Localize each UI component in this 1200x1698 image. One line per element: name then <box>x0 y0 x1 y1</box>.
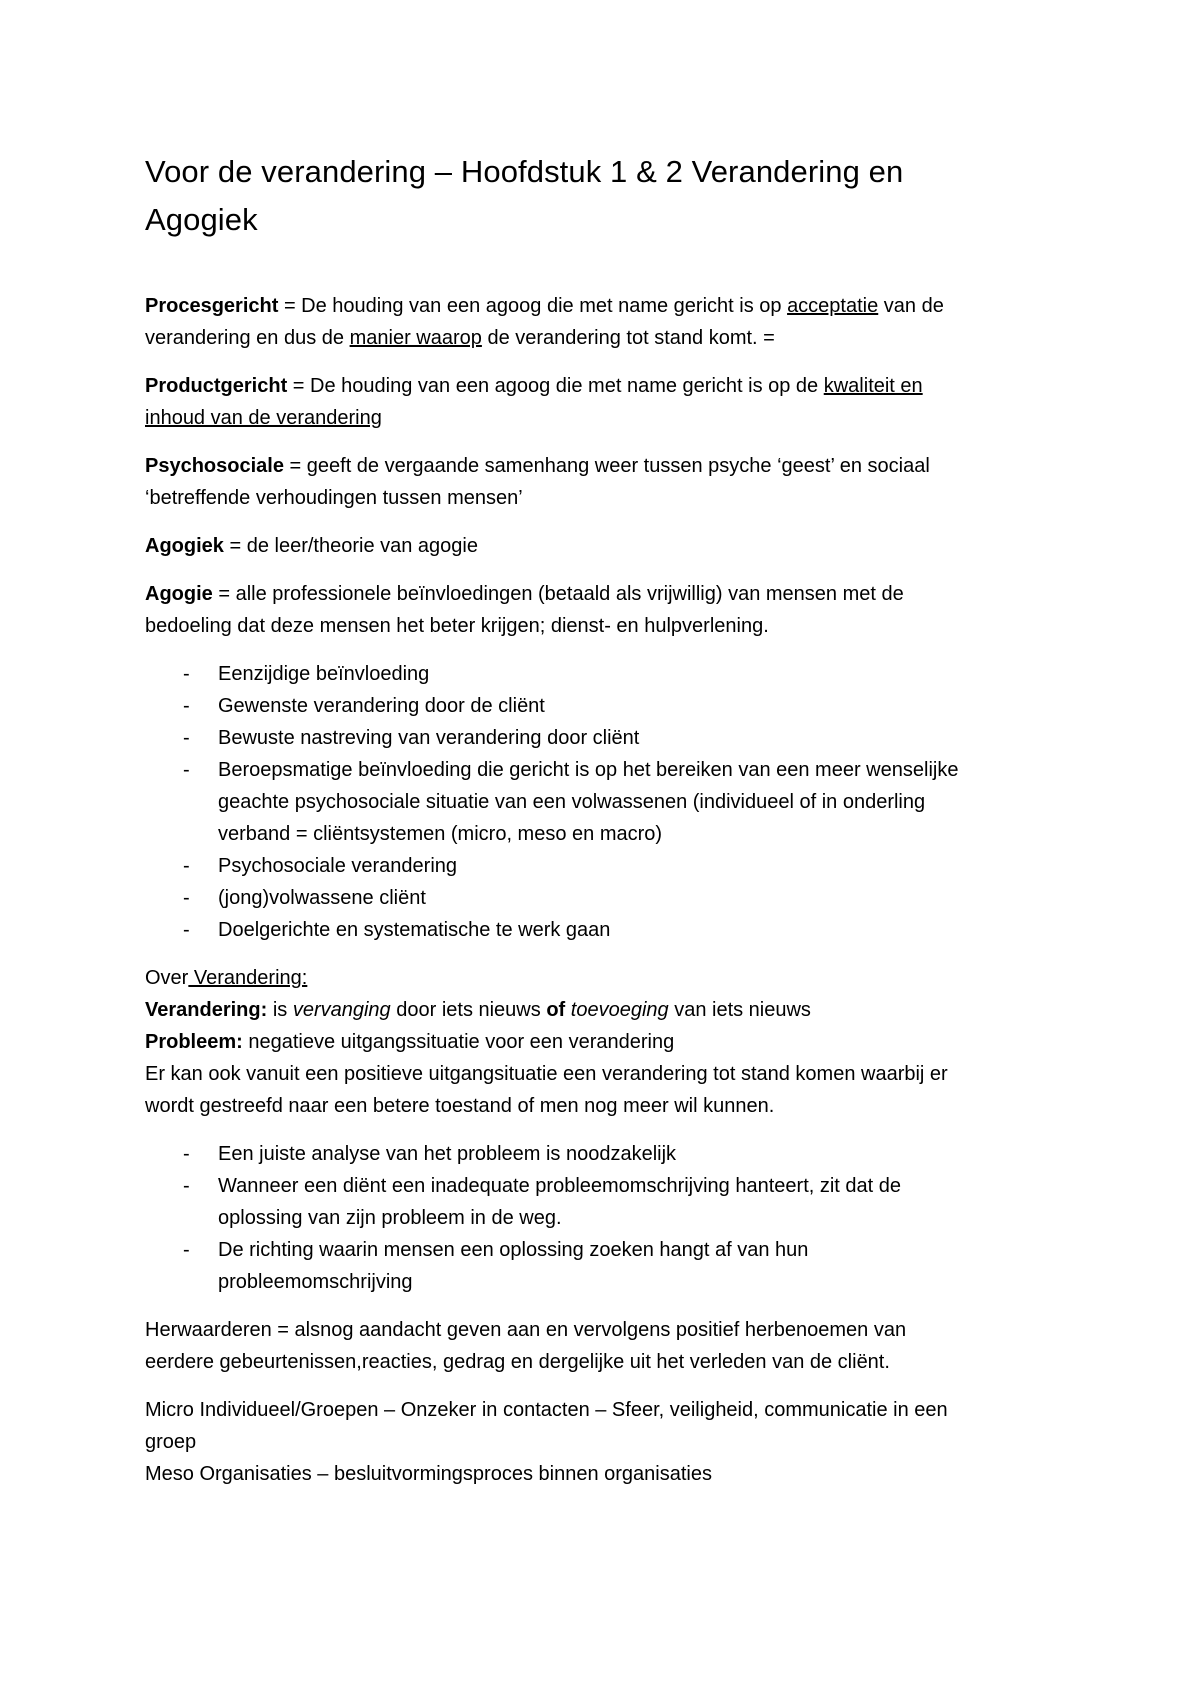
heading-text: Over <box>145 967 189 989</box>
dash-bullet: - <box>183 663 190 685</box>
term: Procesgericht <box>145 295 279 317</box>
underlined-text: manier waarop <box>349 327 482 349</box>
definition-text: door iets nieuws <box>390 999 547 1021</box>
definition-agogiek <box>145 530 980 562</box>
list-item-text: Wanneer een diënt een inadequate probleemomschrijving hanteert, zit dat de oplossing van zijn probleem in de weg. <box>218 1175 902 1229</box>
term: Productgericht <box>145 375 288 397</box>
list-item <box>145 882 980 914</box>
level-meso: Meso Organisaties – besluitvormingsproces binnen organisaties <box>145 1463 712 1485</box>
definition-text: is <box>267 999 293 1021</box>
underlined-text: acceptatie <box>787 295 879 317</box>
list-item <box>145 1138 980 1170</box>
dash-bullet: - <box>183 727 190 749</box>
list-item-text: Eenzijdige beïnvloeding <box>218 663 430 685</box>
list-item <box>145 722 980 754</box>
over-verandering-heading <box>145 962 980 994</box>
bold-text: of <box>546 999 566 1021</box>
dash-bullet: - <box>183 887 190 909</box>
level-micro: Micro Individueel/Groepen – Onzeker in contacten – Sfeer, veiligheid, communicatie in een groep <box>145 1399 948 1453</box>
list-item-text: Doelgerichte en systematische te werk gaan <box>218 919 611 941</box>
term: Psychosociale <box>145 455 284 477</box>
list-item <box>145 658 980 690</box>
list-item <box>145 850 980 882</box>
list-item-text: Bewuste nastreving van verandering door cliënt <box>218 727 640 749</box>
underlined-text: kwaliteit en inhoud van de verandering <box>145 375 923 429</box>
list-item-text: Een juiste analyse van het probleem is noodzakelijk <box>218 1143 677 1165</box>
definition-text: van de verandering en dus de <box>145 295 944 349</box>
definition-text: de verandering tot stand komt. = <box>481 327 775 349</box>
list-item <box>145 1170 980 1234</box>
definition-text: van iets nieuws <box>668 999 811 1021</box>
dash-bullet: - <box>183 695 190 717</box>
definition-text: = de leer/theorie van agogie <box>223 535 478 557</box>
term: Agogiek <box>145 535 224 557</box>
dash-bullet: - <box>183 1175 190 1197</box>
list-item <box>145 690 980 722</box>
dash-bullet: - <box>183 855 190 877</box>
probleem-list <box>145 1138 980 1298</box>
underlined-text: Verandering: <box>188 967 308 989</box>
definition-text: = geeft de vergaande samenhang weer tussen psyche ‘geest’ en sociaal ‘betreffende verhoudingen tussen mensen’ <box>145 455 930 509</box>
definition-productgericht <box>145 370 980 434</box>
dash-bullet: - <box>183 919 190 941</box>
list-item <box>145 1234 980 1298</box>
list-item-text: Beroepsmatige beïnvloeding die gericht is op het bereiken van een meer wenselijke geachte psychosociale situatie van een volwassenen (individueel of in onderling verband = cliëntsystemen (micro, meso en macro) <box>218 759 959 845</box>
definition-text: = De houding van een agoog die met name gericht is op <box>278 295 788 317</box>
italic-text: toevoeging <box>570 999 669 1021</box>
italic-text: vervanging <box>292 999 391 1021</box>
definition-psychosociale <box>145 450 980 514</box>
document-title: Voor de verandering – Hoofdstuk 1 & 2 Verandering en Agogiek <box>145 154 904 237</box>
definition-procesgericht <box>145 290 980 354</box>
list-item-text: Gewenste verandering door de cliënt <box>218 695 545 717</box>
list-item-text: De richting waarin mensen een oplossing zoeken hangt af van hun probleemomschrijving <box>218 1239 809 1293</box>
list-item-text: (jong)volwassene cliënt <box>218 887 426 909</box>
definition-probleem <box>145 1026 980 1058</box>
definition-herwaarderen: Herwaarderen = alsnog aandacht geven aan en vervolgens positief herbenoemen van eerdere gebeurtenissen,reacties, gedrag en dergelijke uit het verleden van de cliënt. <box>145 1319 907 1373</box>
definition-text: = alle professionele beïnvloedingen (betaald als vrijwillig) van mensen met de bedoeling dat deze mensen het beter krijgen; dienst- en hulpverlening. <box>145 583 904 637</box>
term: Probleem: <box>145 1031 243 1053</box>
term: Agogie <box>145 583 213 605</box>
definition-agogie <box>145 578 980 642</box>
agogie-list <box>145 658 980 946</box>
term: Verandering: <box>145 999 268 1021</box>
list-item-text: Psychosociale verandering <box>218 855 458 877</box>
dash-bullet: - <box>183 759 190 781</box>
definition-text: negatieve uitgangssituatie voor een verandering <box>242 1031 675 1053</box>
list-item <box>145 914 980 946</box>
dash-bullet: - <box>183 1143 190 1165</box>
definition-text: = De houding van een agoog die met name gericht is op de <box>287 375 824 397</box>
positieve-uitgangssituatie: Er kan ook vanuit een positieve uitgangsituatie een verandering tot stand komen waarbij er wordt gestreefd naar een betere toestand of men nog meer wil kunnen. <box>145 1063 948 1117</box>
definition-verandering <box>145 994 980 1026</box>
list-item <box>145 754 980 850</box>
dash-bullet: - <box>183 1239 190 1261</box>
